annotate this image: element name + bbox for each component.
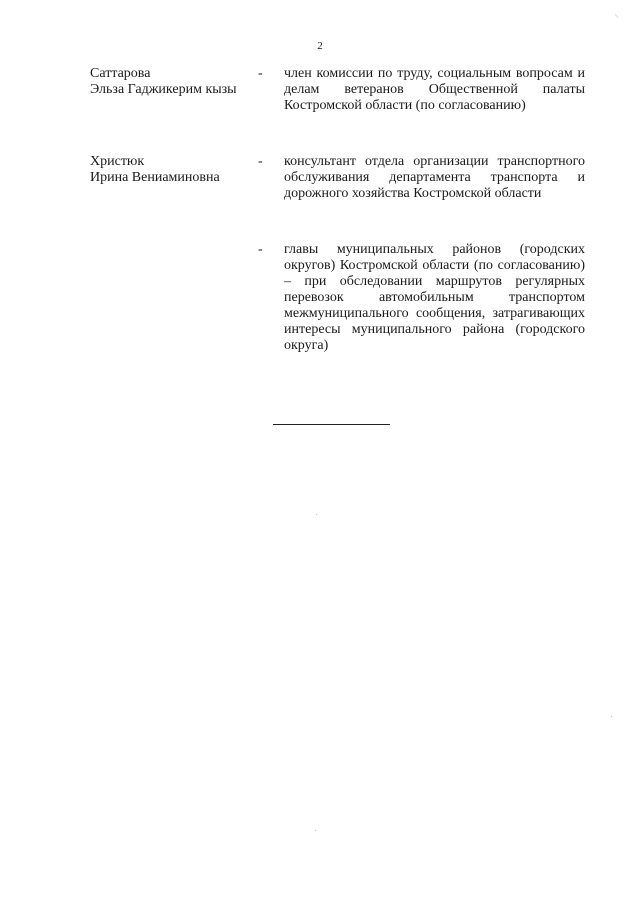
person-given-names: Эльза Гаджикерим кызы (90, 82, 237, 97)
scan-speck: · (610, 712, 614, 723)
person-surname: Христюк (90, 154, 145, 169)
scan-speck: · (315, 510, 319, 521)
scan-speck: ⸜ (614, 9, 619, 20)
person-surname: Саттарова (90, 66, 151, 81)
dash-separator: - (258, 242, 263, 257)
scan-speck: · (314, 826, 318, 837)
person-position: консультант отдела организации транспортного обслуживания департамента транспорта и дорожного хозяйства Костромской области (284, 154, 585, 201)
list-item (90, 66, 590, 114)
person-given-names: Ирина Вениаминовна (90, 170, 220, 185)
person-position: член комиссии по труду, социальным вопросам и делам ветеранов Общественной палаты Костромской области (по согласованию) (284, 66, 585, 113)
list-item (90, 242, 590, 354)
page-number: 2 (317, 40, 323, 52)
person-name (90, 154, 255, 186)
list-item (90, 154, 590, 202)
closing-divider-line (273, 424, 390, 425)
person-name (90, 66, 255, 98)
person-position: главы муниципальных районов (городских округов) Костромской области (по согласованию) – при обследовании маршрутов регулярных перевозок автомобильным транспортом межмуниципального сообщения, затрагивающих интересы муниципального района (городского округа) (284, 242, 585, 353)
dash-separator: - (258, 154, 263, 169)
dash-separator: - (258, 66, 263, 81)
